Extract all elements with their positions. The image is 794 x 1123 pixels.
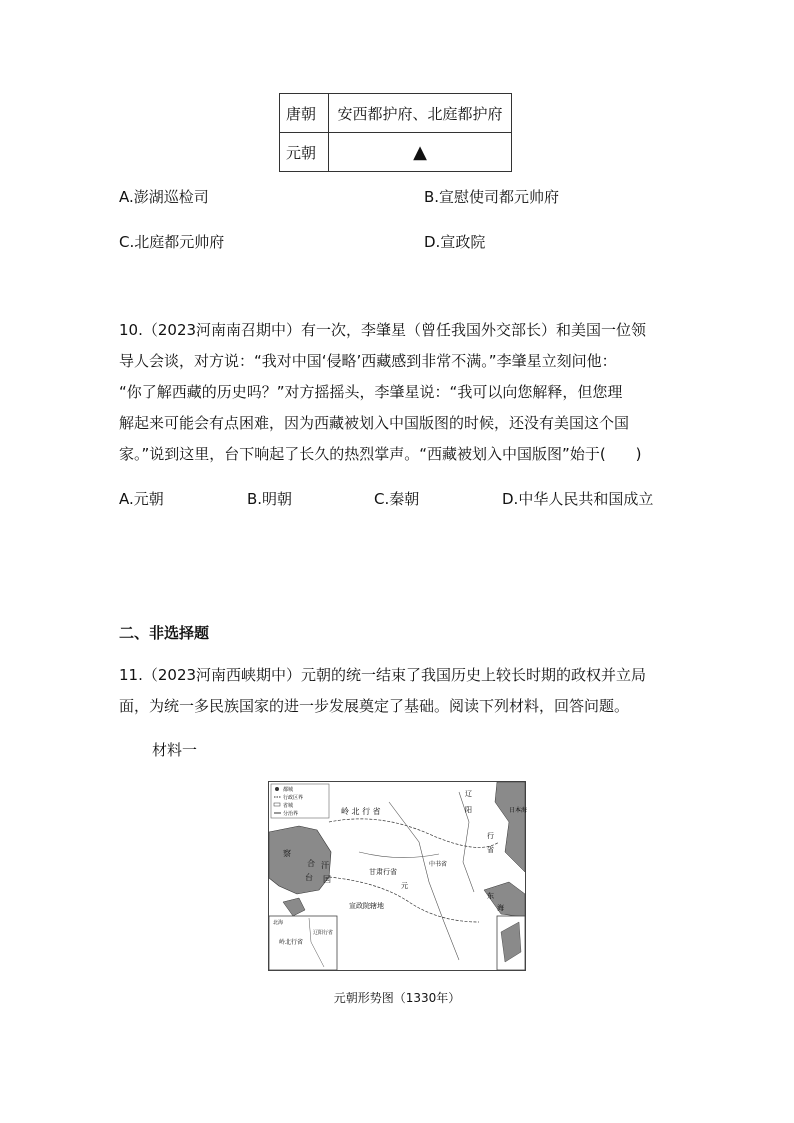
map-legend-item: 分治界: [283, 811, 299, 817]
q9-option-a: A.澎湖巡检司: [119, 188, 209, 206]
map-label: 甘肃行省: [369, 868, 397, 876]
material-label: 材料一: [152, 741, 198, 759]
map-legend-box-icon: [274, 803, 280, 806]
map-label: 海: [497, 904, 504, 912]
map-label: 国: [323, 875, 331, 884]
map-label: 中书省: [429, 861, 448, 868]
map-inset-label: 岭北行省: [279, 939, 304, 946]
map-inset-label: 辽阳行省: [313, 930, 334, 936]
map-border-north: [329, 819, 499, 848]
q11-line: 11.（2023河南西峡期中）元朝的统一结束了我国历史上较长时期的政权并立局: [119, 666, 647, 684]
map-label: 阳: [465, 806, 472, 814]
map-label: 省: [487, 846, 494, 854]
q11-line: 面，为统一多民族国家的进一步发展奠定了基础。阅读下列材料，回答问题。: [119, 697, 630, 715]
map-river-2: [359, 852, 439, 858]
q10-line: “你了解西藏的历史吗？”对方摇摇头，李肇星说：“我可以向您解释，但您理: [119, 383, 623, 401]
map-legend-item: 行政区界: [283, 795, 304, 801]
map-northeast-sea: [495, 782, 528, 872]
map-label: 合: [307, 859, 315, 868]
map-label: 察: [283, 849, 291, 858]
table-cell-org: ▲: [329, 133, 512, 172]
q10-line: 解起来可能会有点困难，因为西藏被划入中国版图的时候，还没有美国这个国: [119, 414, 630, 432]
q10-stem: [119, 315, 681, 470]
map-river: [389, 802, 459, 960]
map-label: 辽: [465, 790, 472, 798]
q11-stem: [119, 660, 681, 722]
map-label: 宣政院辖地: [349, 902, 384, 910]
table-cell-dynasty: 唐朝: [280, 94, 329, 133]
map-label: 岭 北 行 省: [341, 807, 381, 816]
map-caption: 元朝形势图（1330年）: [333, 991, 461, 1005]
q10-option-d: D.中华人民共和国成立: [502, 490, 654, 508]
map-label: 行: [487, 832, 494, 840]
q9-option-c: C.北庭都元帅府: [119, 233, 225, 251]
table-cell-org: 安西都护府、北庭都护府: [329, 94, 512, 133]
map-legend-item: 都城: [283, 787, 294, 793]
q10-option-c: C.秦朝: [374, 490, 420, 508]
map-label: 汗: [321, 861, 329, 870]
q9-option-b: B.宣慰使司都元帅府: [424, 188, 560, 206]
q10-line: 家。”说到这里，台下响起了长久的热烈掌声。“西藏被划入中国版图”始于( ): [119, 445, 642, 463]
table-cell-dynasty: 元朝: [280, 133, 329, 172]
map-chagatai-region: [269, 826, 331, 894]
q10-line: 导人会谈，对方说：“我对中国‘侵略’西藏感到非常不满。”李肇星立刻问他：: [119, 352, 617, 370]
map-label: 台: [305, 873, 313, 882]
map-label: 东: [487, 892, 494, 900]
q9-option-d: D.宣政院: [424, 233, 486, 251]
map-legend-capital-icon: [275, 787, 279, 791]
yuan-dynasty-map: [268, 781, 526, 971]
map-legend-item: 省城: [283, 803, 294, 809]
map-west-lake: [283, 898, 305, 916]
q10-line: 10.（2023河南南召期中）有一次，李肇星（曾任我国外交部长）和美国一位领: [119, 321, 647, 339]
comparison-table: [279, 93, 512, 172]
table-row: [280, 133, 512, 172]
section-title: 二、非选择题: [119, 624, 210, 642]
map-svg: [269, 782, 528, 970]
map-inset-label: 北海: [273, 920, 284, 926]
map-label: 元: [401, 882, 408, 890]
q10-option-b: B.明朝: [247, 490, 293, 508]
q10-option-a: A.元朝: [119, 490, 164, 508]
table-row: [280, 94, 512, 133]
map-label: 日本海: [509, 807, 528, 814]
